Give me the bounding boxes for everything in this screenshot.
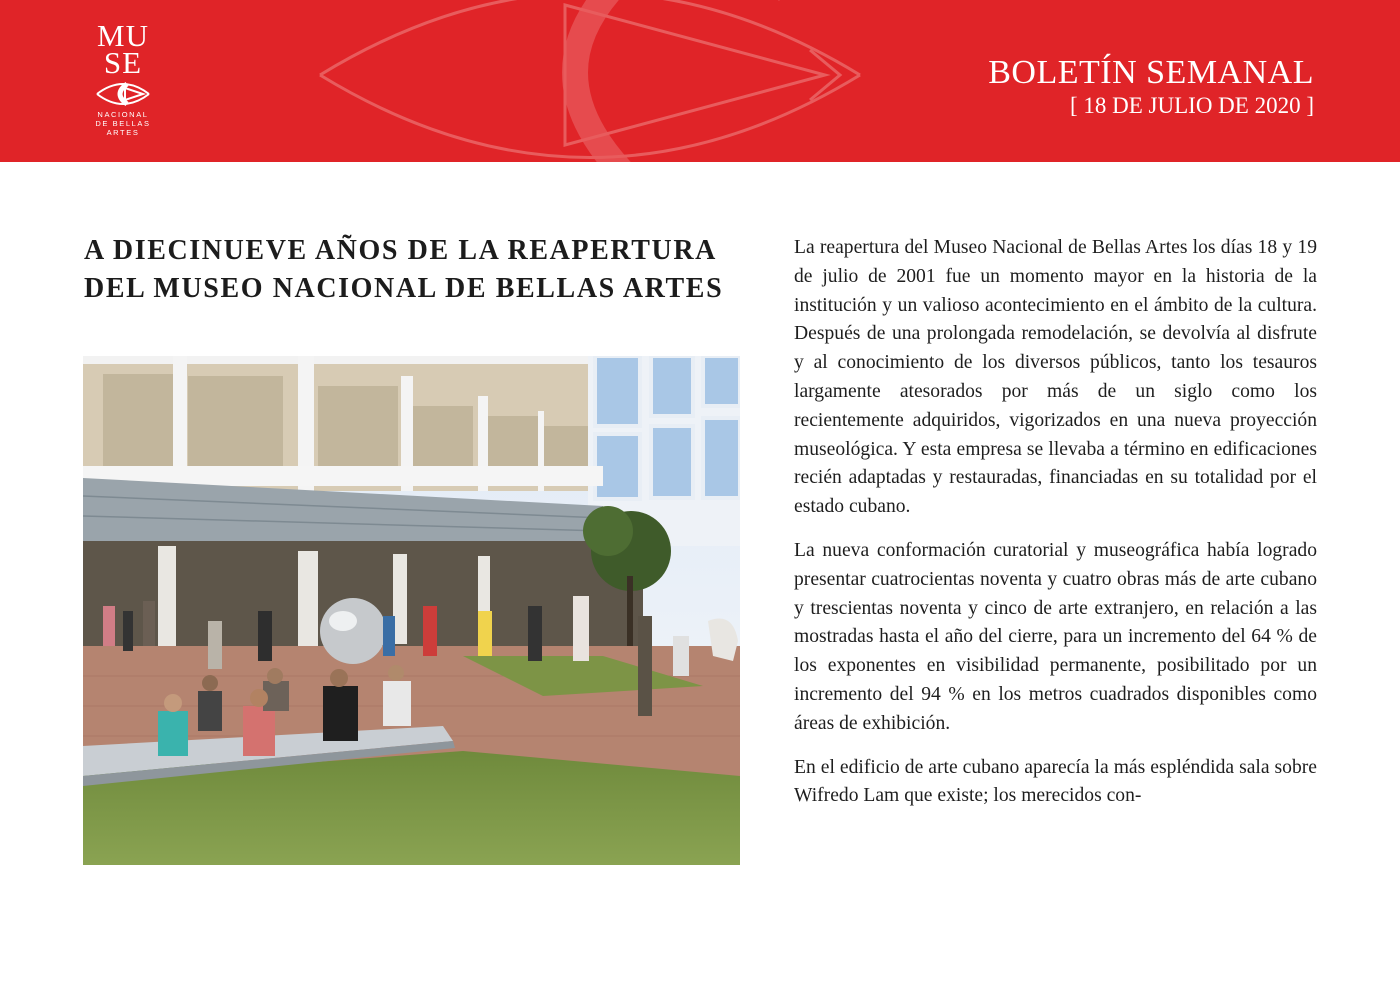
logo-subtitle-3: ARTES [106,128,140,137]
museum-logo [78,18,168,147]
museum-emblem-watermark [300,0,880,162]
article-title-line-1: A DIECINUEVE AÑOS DE LA REAPERTURA [84,235,717,266]
article-paragraph-2: La nueva conformación curatorial y museográfica había logrado presentar cuatrocientas noventa y cuatro obras más de arte cubano y trescientas noventa y cinco de arte extranjero, en relación a las mostradas hasta el año del cierre, para un incremento del 64 % de los exponentes en visibilidad permanente, posibilitado por un incremento del 94 % en los metros cuadrados disponibles como áreas de exhibición. [794,539,1317,734]
bulletin-date: [ 18 DE JULIO DE 2020 ] [1069,93,1314,118]
logo-line-1: MU [97,18,149,53]
article-title-line-2: DEL MUSEO NACIONAL DE BELLAS ARTES [84,273,724,304]
header-banner [0,0,1400,162]
article-body [794,234,1317,827]
article-title [84,232,764,308]
logo-subtitle-2: DE BELLAS [95,119,151,128]
bulletin-title: BOLETÍN SEMANAL [988,54,1314,91]
logo-line-2: SE [103,45,143,80]
logo-eye-icon [95,78,151,110]
logo-subtitle-1: NACIONAL [97,110,149,119]
article-paragraph-3: En el edificio de arte cubano aparecía la más espléndida sala sobre Wifredo Lam que existe; los merecidos con- [794,756,1317,807]
article-paragraph-1: La reapertura del Museo Nacional de Bellas Artes los días 18 y 19 de julio de 2001 fue un momento mayor en la historia de la institución y un valioso acontecimiento en el ámbito de la cultura. Después de una prolongada remodelación, se devolvía al disfrute y al conocimiento de los diversos públicos, tanto los tesauros largamente atesorados por más de un siglo como los recientemente adquiridos, vigorizados en una nueva proyección museológica. Y esta empresa se llevaba a término en edificaciones recién adaptadas y restauradas, financiadas en su totalidad por el estado cubano. [794,237,1317,518]
museum-courtyard-photo [83,356,740,865]
